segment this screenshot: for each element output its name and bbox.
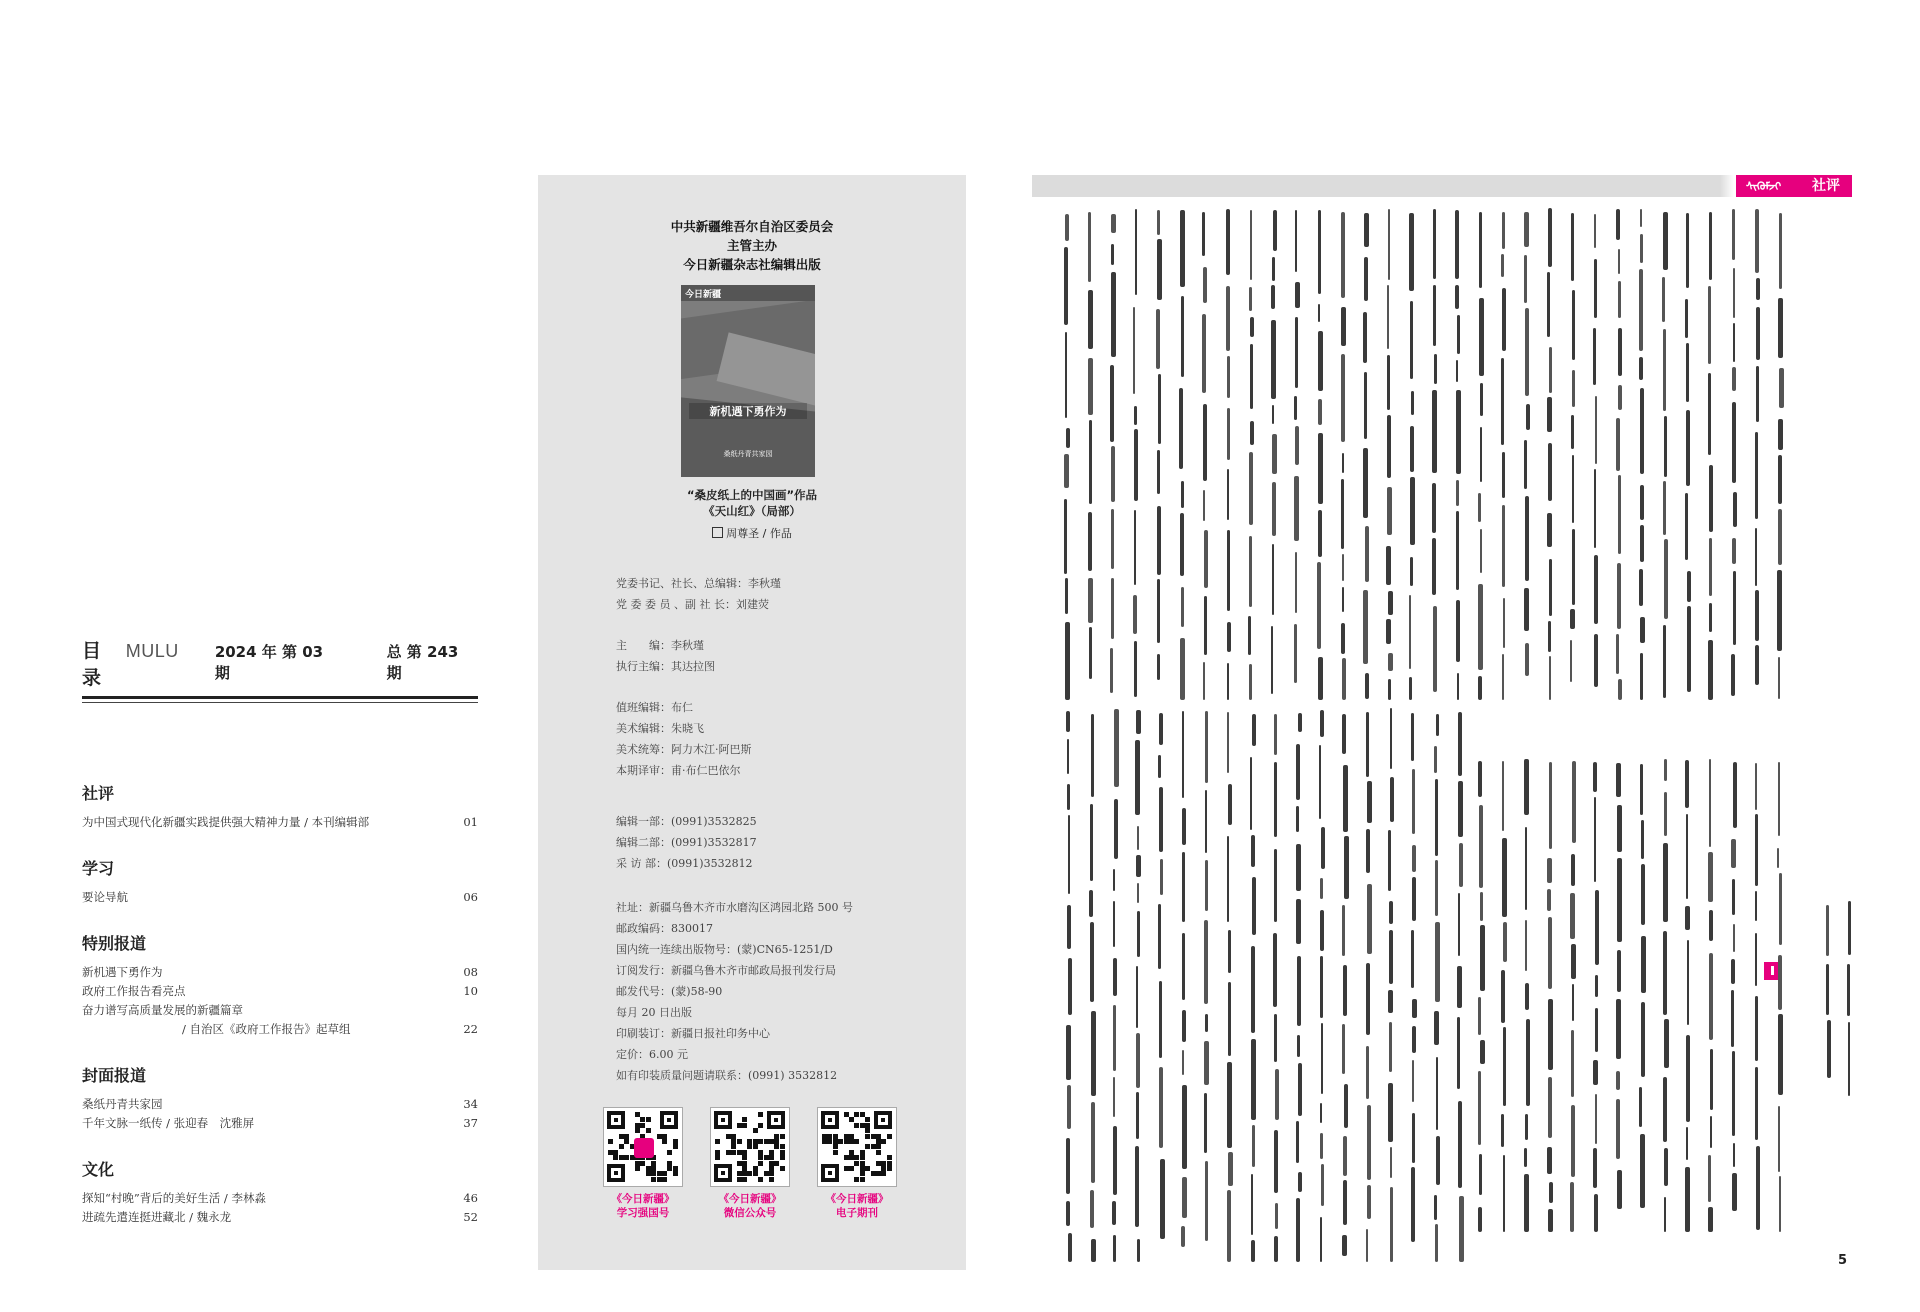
section-header-bar bbox=[1032, 175, 1732, 197]
toc-section bbox=[82, 781, 478, 833]
publisher-line: 主管主办 bbox=[726, 238, 777, 253]
publisher-block bbox=[538, 217, 966, 274]
cover-caption-line: 《天山红》（局部） bbox=[703, 504, 801, 518]
toc-entry-title: 探知“村晚”背后的美好生活 / 李林淼 bbox=[82, 1191, 266, 1205]
staff-line: 党 委 委 员 、副 社 长：刘建荧 bbox=[616, 598, 769, 611]
toc-entry-page: 06 bbox=[463, 890, 478, 904]
section-badge-label: 社评 bbox=[1812, 178, 1840, 194]
cover-thumbnail bbox=[681, 285, 815, 477]
publication-info bbox=[616, 897, 853, 1086]
toc-sections bbox=[82, 781, 478, 1251]
qr-label-line: 电子期刊 bbox=[836, 1207, 878, 1219]
page-number: 5 bbox=[1838, 1253, 1848, 1268]
cover-author bbox=[538, 525, 966, 541]
cover-subline: 桑纸丹青共家园 bbox=[723, 450, 773, 458]
qr-code-wechat[interactable] bbox=[707, 1107, 793, 1220]
toc-section-heading: 学习 bbox=[82, 859, 115, 878]
toc-section-heading: 封面报道 bbox=[82, 1066, 147, 1085]
toc-section bbox=[82, 856, 478, 908]
publisher-line: 今日新疆杂志社编辑出版 bbox=[683, 257, 821, 272]
toc-entry[interactable] bbox=[82, 964, 478, 983]
toc-entry-title: 进疏先遣连挺进藏北 / 魏永龙 bbox=[82, 1210, 232, 1224]
qr-code-icon bbox=[710, 1107, 790, 1187]
qr-label-line: 《今日新疆》 bbox=[718, 1193, 782, 1205]
contact-line: 采 访 部：(0991)3532812 bbox=[616, 857, 753, 870]
pub-info-line: 定价：6.00 元 bbox=[616, 1048, 688, 1061]
pub-info-line: 印刷装订：新疆日报社印务中心 bbox=[616, 1027, 770, 1040]
toc-entry[interactable] bbox=[82, 1021, 478, 1040]
total-issue-number: 总 第 243 期 bbox=[386, 643, 459, 682]
cover-caption bbox=[538, 487, 966, 519]
pub-info-line: 订阅发行：新疆乌鲁木齐市邮政局报刊发行局 bbox=[616, 964, 836, 977]
toc-title: 目录 bbox=[82, 640, 102, 689]
toc-entry-page: 01 bbox=[463, 815, 478, 829]
toc-entry-page: 46 bbox=[463, 1191, 478, 1205]
contact-line: 编辑一部：(0991)3532825 bbox=[616, 815, 757, 828]
divider bbox=[82, 702, 478, 703]
staff-line: 执行主编：其达拉图 bbox=[616, 660, 715, 673]
pub-info-line: 社址：新疆乌鲁木齐市水磨沟区鸿园北路 500 号 bbox=[616, 901, 853, 914]
cover-caption-line: “桑皮纸上的中国画”作品 bbox=[686, 488, 818, 502]
qr-label-line: 学习强国号 bbox=[616, 1207, 670, 1219]
toc-section-heading: 文化 bbox=[82, 1160, 115, 1179]
toc-section-heading: 特别报道 bbox=[82, 934, 147, 953]
contact-phones bbox=[616, 811, 757, 874]
staff-line: 美术统筹：阿力木江·阿巴斯 bbox=[616, 743, 752, 756]
toc-entry[interactable] bbox=[82, 1096, 478, 1115]
qr-label bbox=[707, 1192, 793, 1220]
qr-code-row bbox=[600, 1107, 900, 1220]
cover-author-text: 周尊圣 / 作品 bbox=[726, 527, 792, 540]
qr-label bbox=[814, 1192, 900, 1220]
toc-entry-title: 政府工作报告看亮点 bbox=[82, 984, 186, 998]
issue-number: 2024 年 第 03 期 bbox=[214, 643, 324, 682]
table-of-contents bbox=[82, 636, 478, 1224]
staff-line: 值班编辑：布仁 bbox=[616, 701, 693, 714]
staff-list-duty bbox=[616, 697, 752, 781]
toc-entry[interactable] bbox=[82, 1209, 478, 1228]
cover-headline: 新机遇下勇作为 bbox=[689, 403, 807, 419]
toc-entry-page bbox=[448, 1002, 478, 1021]
toc-entry[interactable] bbox=[82, 983, 478, 1002]
toc-section-heading: 社评 bbox=[82, 784, 115, 803]
header-bar-fade bbox=[1720, 175, 1734, 197]
section-badge bbox=[1736, 175, 1852, 197]
toc-entry-page: 22 bbox=[463, 1022, 478, 1036]
qr-code-icon bbox=[603, 1107, 683, 1187]
publisher-line: 中共新疆维吾尔自治区委员会 bbox=[670, 219, 834, 234]
toc-entry-title: 奋力谱写高质量发展的新疆篇章 bbox=[82, 1003, 243, 1017]
masthead-panel bbox=[538, 175, 966, 1270]
toc-entry-title: 千年文脉一纸传 / 张迎春 沈雅屏 bbox=[82, 1116, 255, 1130]
toc-entry-title: 桑纸丹青共家园 bbox=[82, 1097, 163, 1111]
staff-list-editors bbox=[616, 635, 715, 677]
qr-code-xuexi[interactable] bbox=[600, 1107, 686, 1220]
qr-code-ejournal[interactable] bbox=[814, 1107, 900, 1220]
toc-entry[interactable] bbox=[82, 1115, 478, 1134]
toc-section bbox=[82, 1157, 478, 1228]
toc-entry-page: 37 bbox=[463, 1116, 478, 1130]
staff-line: 党委书记、社长、总编辑：李秋瑾 bbox=[616, 577, 781, 590]
cover-logo: 今日新疆 bbox=[681, 285, 815, 301]
pub-info-line: 如有印装质量问题请联系：(0991) 3532812 bbox=[616, 1069, 838, 1082]
pub-info-line: 国内统一连续出版物号：(蒙)CN65-1251/D bbox=[616, 943, 833, 956]
qr-label-line: 《今日新疆》 bbox=[611, 1193, 675, 1205]
contact-line: 编辑二部：(0991)3532817 bbox=[616, 836, 757, 849]
staff-line: 主 编：李秋瑾 bbox=[616, 639, 704, 652]
toc-entry-page: 08 bbox=[463, 965, 478, 979]
pub-info-line: 邮发代号：(蒙)58-90 bbox=[616, 985, 723, 998]
toc-section bbox=[82, 1063, 478, 1134]
toc-entry-page: 52 bbox=[463, 1210, 478, 1224]
toc-entry[interactable] bbox=[82, 1002, 478, 1021]
qr-label-line: 《今日新疆》 bbox=[825, 1193, 889, 1205]
end-mark-icon bbox=[1764, 962, 1778, 980]
pub-info-line: 每月 20 日出版 bbox=[616, 1006, 692, 1019]
pub-info-line: 邮政编码：830017 bbox=[616, 922, 713, 935]
toc-entry-title: 新机遇下勇作为 bbox=[82, 965, 163, 979]
staff-line: 美术编辑：朱晓飞 bbox=[616, 722, 704, 735]
toc-section bbox=[82, 931, 478, 1040]
toc-entry[interactable] bbox=[82, 889, 478, 908]
toc-entry[interactable] bbox=[82, 814, 478, 833]
toc-entry-title: / 自治区《政府工作报告》起草组 bbox=[182, 1022, 351, 1036]
qr-code-icon bbox=[817, 1107, 897, 1187]
toc-title-latin: MULU bbox=[125, 641, 179, 661]
toc-entry-title: 为中国式现代化新疆实践提供强大精神力量 / 本刊编辑部 bbox=[82, 815, 370, 829]
toc-entry-page: 34 bbox=[463, 1097, 478, 1111]
staff-line: 本期译审：甫·布仁巴依尔 bbox=[616, 764, 741, 777]
toc-entry[interactable] bbox=[82, 1190, 478, 1209]
qr-label bbox=[600, 1192, 686, 1220]
square-icon bbox=[712, 527, 723, 538]
staff-list-leadership bbox=[616, 573, 781, 615]
toc-entry-title: 要论导航 bbox=[82, 890, 128, 904]
toc-entry-page: 10 bbox=[463, 984, 478, 998]
toc-header bbox=[82, 636, 478, 699]
mongolian-script-logo: ᠰᠢᠭᠦᠮᠵᠢ bbox=[1746, 180, 1782, 193]
qr-label-line: 微信公众号 bbox=[723, 1207, 777, 1219]
